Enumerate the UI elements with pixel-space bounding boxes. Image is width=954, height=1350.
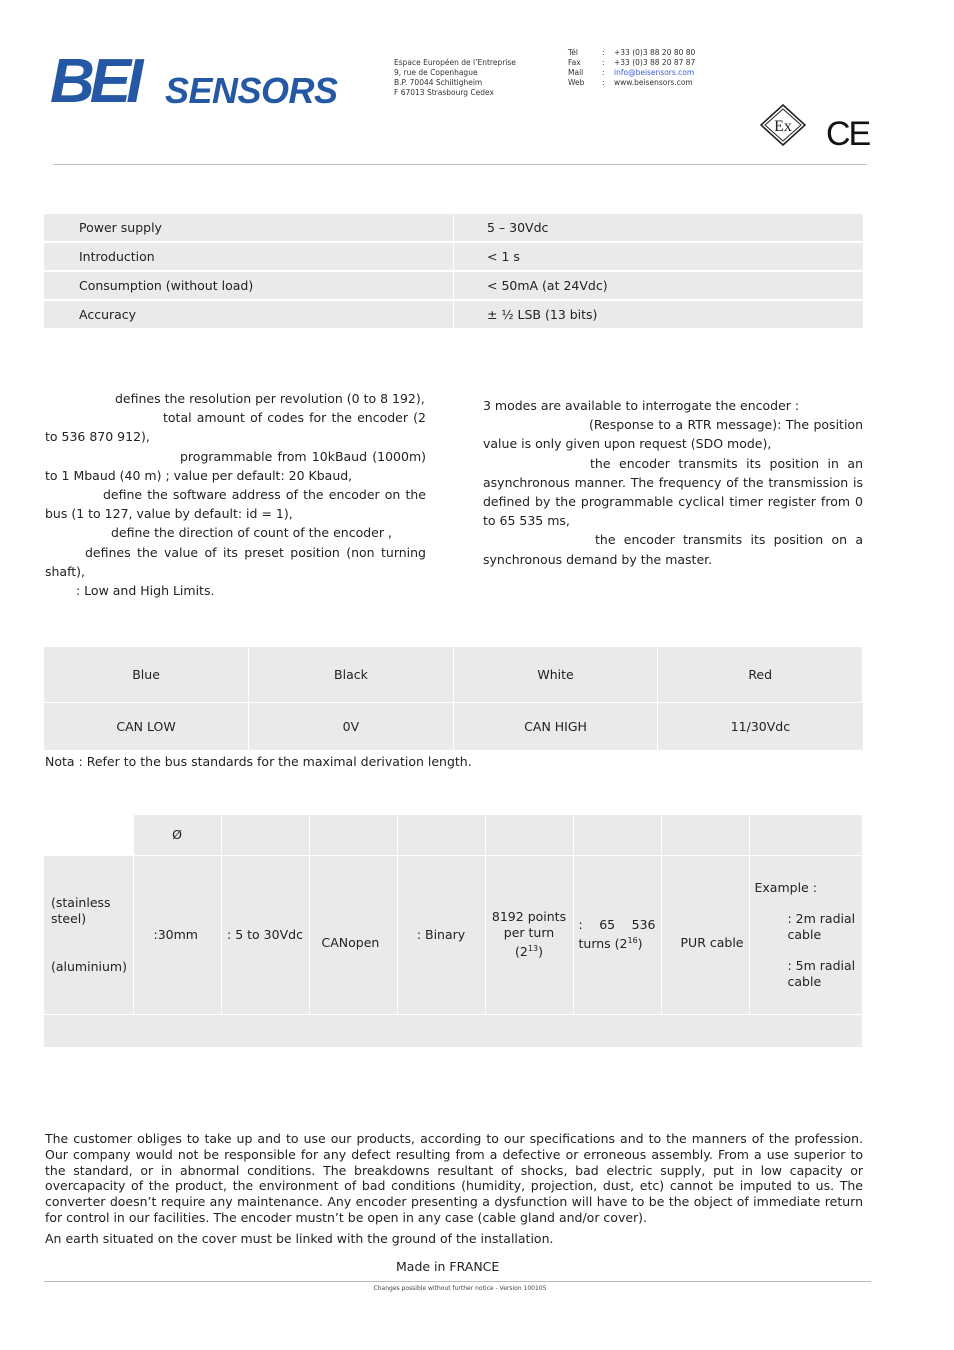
turns-exponent: 16 [627,936,638,946]
material-aluminium: (aluminium) [51,959,127,974]
table-cell [44,815,133,856]
diameter-value: :30mm [133,856,221,1015]
table-cell [221,815,309,856]
logo-sensors: SENSORS [165,70,338,111]
wire-signal: CAN LOW [44,703,249,751]
spec-value: < 1 s [454,242,864,271]
param-resolution: defines the resolution per revolution (0 to 8 192), [115,391,425,406]
header-divider [53,164,867,165]
ex-mark-text: Ex [774,118,792,135]
address-line: F 67013 Strasbourg Cedex [394,88,494,97]
spacer [755,943,858,958]
ordering-code-table [44,815,863,1047]
spec-value: 5 – 30Vdc [454,214,864,242]
phone-number: +33 (0)3 88 20 80 80 [614,48,696,57]
contact-colon: : [602,68,605,77]
spec-value: < 50mA (at 24Vdc) [454,271,864,300]
spacer [755,896,858,911]
contact-row-web [568,78,695,88]
table-cell [309,815,397,856]
interrogation-modes-text [483,396,863,569]
contact-row-tel [568,48,695,58]
mode-cyclic: the encoder transmits its position in an asynchronous manner. The frequency of the transmission is defined by the programmable cyclical timer register from 0 to 65 535 ms, [483,455,863,529]
material-cell [44,856,133,1015]
param-total-codes: total amount of codes for the encoder (2 to 536 870 912), [45,410,426,445]
example-option-1: : 2m radial cable [787,911,856,942]
programmable-parameters-text [45,389,426,600]
param-preset: defines the value of its preset position (non turning shaft), [45,544,426,579]
wire-color: White [453,647,658,703]
made-in-france: Made in FRANCE [396,1259,500,1274]
table-row [44,647,863,703]
mode-polled: (Response to a RTR message): The position value is only given upon request (SDO mode), [483,417,863,452]
turns-close: ) [637,936,643,952]
logo-bei: BEI [50,47,139,116]
protocol-value: CANopen [309,856,397,1015]
resolution-value [485,856,573,1015]
mode-sync: the encoder transmits its position on a synchronous demand by the master. [483,532,863,567]
fax-number: +33 (0)3 88 20 87 87 [614,58,696,67]
ce-mark-icon: CE [826,115,870,153]
footer-divider [44,1281,871,1282]
wire-color: Black [249,647,454,703]
table-row [44,1015,863,1048]
wire-color: Blue [44,647,249,703]
contact-colon: : [602,58,605,67]
diameter-symbol: Ø [133,815,221,856]
material-stainless: (stainless steel) [51,895,111,926]
contact-row-fax [568,58,695,68]
contact-key: Web [568,78,585,87]
wire-color: Red [658,647,863,703]
table-cell [485,815,573,856]
spec-label: Introduction [44,242,454,271]
wire-signal: 11/30Vdc [658,703,863,751]
contact-key: Mail [568,68,584,77]
atex-ex-mark-icon [760,104,806,146]
modes-intro: 3 modes are available to interrogate the encoder : [483,398,800,413]
table-row [44,815,863,856]
wire-signal: 0V [249,703,454,751]
turns-value [573,856,661,1015]
table-row [44,856,863,1015]
company-address [394,58,516,98]
customer-obligations-text: The customer obliges to take up and to use our products, according to our specifications and to the manners of the profession. Our company would not be responsible for any defect resulting from a defective or erroneous assembly. From a use superior to the standard, or in abnormal conditions. The breakdowns resultant of shocks, bad electric supply, put in low capacity or overcapacity of the product, the environment of bad conditions (humidity, projection, dust, etc) cannot be imputed to us. The converter doesn’t require any maintenance. Any encoder presenting a dysfunction will have to be the object of immediate return for control in our facilities. The encoder mustn’t be open in any case (cable gland and/or cover). [45,1131,863,1225]
table-cell [397,815,485,856]
supply-value: : 5 to 30Vdc [221,856,309,1015]
table-cell [573,815,661,856]
param-direction: define the direction of count of the encoder , [111,525,392,541]
footer-version: Changes possible without further notice - Version 100105 [373,1285,547,1292]
param-node-id: define the software address of the encoder on the bus (1 to 127, value by default: id = 1), [45,487,426,522]
spec-label: Consumption (without load) [44,271,454,300]
table-row [44,300,863,329]
example-cell [749,856,863,1015]
electrical-specs-table [44,214,863,330]
spacer [51,927,128,959]
contact-key: Fax [568,58,581,67]
turns-text: : 65 536 turns (2 [578,917,656,952]
contact-row-mail [568,68,695,78]
website-link[interactable]: www.beisensors.com [614,78,693,87]
table-row [44,271,863,300]
cable-value: PUR cable [661,856,749,1015]
resolution-text: 8192 points per turn (2 [491,909,567,960]
spec-label: Power supply [44,214,454,242]
example-option-2: : 5m radial cable [787,958,856,989]
example-title: Example : [754,880,817,895]
spec-value: ± ½ LSB (13 bits) [454,300,864,329]
table-cell [749,815,863,856]
contact-colon: : [602,78,605,87]
address-line: 9, rue de Copenhague [394,68,478,77]
email-link[interactable]: info@beisensors.com [614,68,695,77]
resolution-exponent: 13 [527,944,539,954]
param-limits: : Low and High Limits. [76,583,215,599]
contact-colon: : [602,48,605,57]
address-line: Espace Européen de l’Entreprise [394,58,516,67]
wire-signal: CAN HIGH [453,703,658,751]
bei-sensors-logo [50,47,350,116]
resolution-close: ) [538,944,543,960]
table-cell [44,1015,863,1048]
address-line: B.P. 70044 Schiltigheim [394,78,483,87]
earth-note: An earth situated on the cover must be linked with the ground of the installation. [45,1231,554,1246]
contact-info [568,48,695,88]
wiring-table [44,647,863,750]
param-baudrate: programmable from 10kBaud (1000m) to 1 Mbaud (40 m) ; value per default: 20 Kbaud, [45,448,426,483]
table-row [44,703,863,751]
contact-key: Tél [568,48,579,57]
table-cell [661,815,749,856]
code-value: : Binary [397,856,485,1015]
wiring-note: Nota : Refer to the bus standards for the maximal derivation length. [45,754,472,769]
table-row [44,242,863,271]
table-row [44,214,863,242]
spec-label: Accuracy [44,300,454,329]
